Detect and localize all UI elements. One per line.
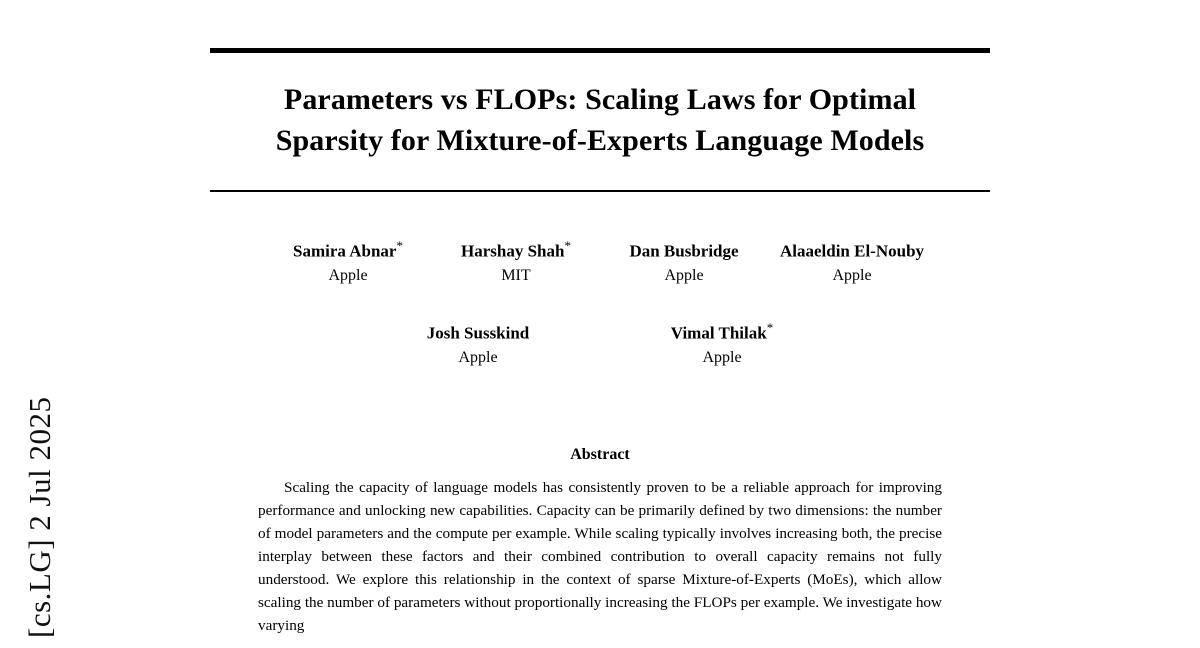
author-name (600, 238, 768, 262)
author-entry (432, 238, 600, 288)
page-title (210, 79, 990, 162)
author-affiliation: Apple (328, 266, 368, 284)
author-name (356, 320, 600, 344)
author-footnote-marker: * (766, 319, 774, 335)
abstract-paragraph: Scaling the capacity of language models has consistently proven to be a reliable approach for improving performance and unlocking new capabilities. Capacity can be primarily defined by two dimensions: the number of model parameters and the compute per example. While scaling typically involves increasing both, the precise interplay between these factors and their combined contribution to overall capacity remains not fully understood. We explore this relationship in the context of sparse Mixture-of-Experts (MoEs), which allow scaling the number of parameters without proportionally increasing the FLOPs per example. We investigate how varying (258, 478, 942, 635)
author-name (264, 238, 432, 262)
author-affiliation: Apple (702, 348, 742, 366)
author-name-text: Harshay Shah (461, 241, 565, 261)
author-row-second (210, 320, 990, 370)
author-entry (768, 238, 936, 288)
author-entry (356, 320, 600, 370)
abstract-heading: Abstract (570, 445, 630, 463)
author-footnote-marker: * (396, 237, 403, 253)
title-line-2: Sparsity for Mixture-of-Experts Language Models (275, 124, 925, 158)
paper-page (210, 0, 990, 648)
author-footnote-marker: * (564, 237, 571, 253)
author-block (210, 238, 990, 370)
author-name-text: Alaaeldin El-Nouby (779, 241, 925, 261)
author-name (600, 320, 844, 344)
author-affiliation: MIT (501, 266, 531, 284)
author-name (768, 238, 936, 262)
title-rule-top (210, 48, 990, 53)
author-affiliation: Apple (664, 266, 704, 284)
author-entry (600, 320, 844, 370)
arxiv-identifier-stamp (0, 0, 80, 648)
author-entry (264, 238, 432, 288)
title-line-1: Parameters vs FLOPs: Scaling Laws for Optimal (283, 83, 917, 116)
author-row-first (210, 238, 990, 288)
author-affiliation: Apple (458, 348, 498, 366)
abstract-body (258, 476, 942, 638)
author-name-text: Dan Busbridge (629, 241, 739, 261)
author-name-text: Vimal Thilak (670, 323, 767, 343)
title-rule-bottom (210, 190, 990, 192)
author-name-text: Josh Susskind (426, 323, 530, 343)
author-affiliation: Apple (832, 266, 872, 284)
author-name (432, 238, 600, 262)
author-entry (600, 238, 768, 288)
arxiv-stamp-text: [cs.LG] 2 Jul 2025 (22, 396, 57, 638)
author-name-text: Samira Abnar (293, 241, 397, 261)
